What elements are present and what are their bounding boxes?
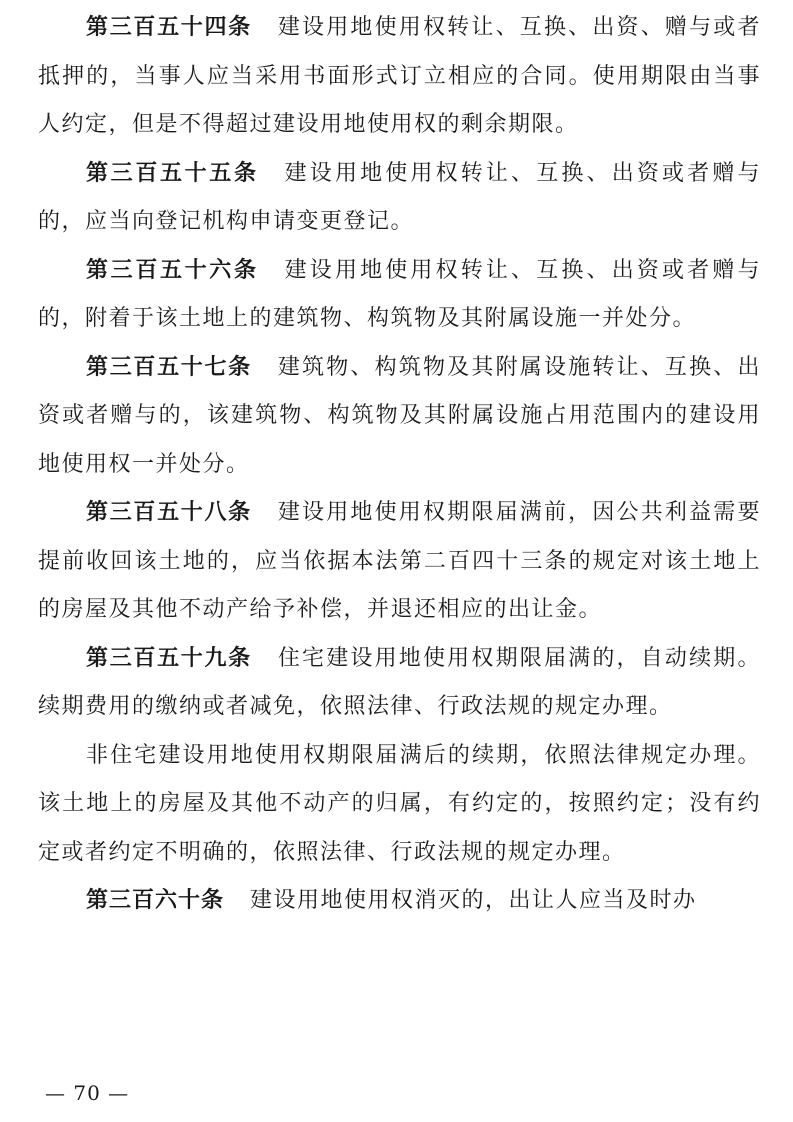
article-354 <box>38 4 761 150</box>
article-357 <box>38 344 761 490</box>
article-355 <box>38 150 761 247</box>
article-356 <box>38 247 761 344</box>
document-body <box>38 4 761 926</box>
article-text: 非住宅建设用地使用权期限届满后的续期，依照法律规定办理。该土地上的房屋及其他不动产的归属，有约定的，按照约定；没有约定或者约定不明确的，依照法律、行政法规的规定办理。 <box>38 742 761 865</box>
article-359-paragraph-2 <box>38 732 761 878</box>
article-text: 住宅建设用地使用权期限届满的，自动续期。续期费用的缴纳或者减免，依照法律、行政法规的规定办理。 <box>38 645 761 719</box>
article-number: 第三百五十四条 <box>86 15 252 40</box>
article-number: 第三百五十八条 <box>86 500 252 525</box>
article-360 <box>38 877 761 926</box>
article-text: 建设用地使用权消灭的，出让人应当及时办 <box>250 888 697 913</box>
article-text: 建设用地使用权转让、互换、出资、赠与或者抵押的，当事人应当采用书面形式订立相应的合同。使用期限由当事人约定，但是不得超过建设用地使用权的剩余期限。 <box>38 15 761 137</box>
article-number: 第三百五十七条 <box>86 354 252 380</box>
article-358 <box>38 489 761 635</box>
article-number: 第三百五十九条 <box>86 645 252 671</box>
article-number: 第三百五十六条 <box>86 257 259 283</box>
article-number: 第三百五十五条 <box>86 160 259 186</box>
page-number: — 70 — <box>45 1081 130 1105</box>
article-text: 建筑物、构筑物及其附属设施转让、互换、出资或者赠与的，该建筑物、构筑物及其附属设施占用范围内的建设用地使用权一并处分。 <box>38 354 761 477</box>
article-text: 建设用地使用权转让、互换、出资或者赠与的，应当向登记机构申请变更登记。 <box>38 160 761 234</box>
article-text: 建设用地使用权期限届满前，因公共利益需要提前收回该土地的，应当依据本法第二百四十三条的规定对该土地上的房屋及其他不动产给予补偿，并退还相应的出让金。 <box>38 500 761 622</box>
article-text: 建设用地使用权转让、互换、出资或者赠与的，附着于该土地上的建筑物、构筑物及其附属设施一并处分。 <box>38 257 761 331</box>
article-number: 第三百六十条 <box>86 888 225 913</box>
article-359 <box>38 635 761 732</box>
